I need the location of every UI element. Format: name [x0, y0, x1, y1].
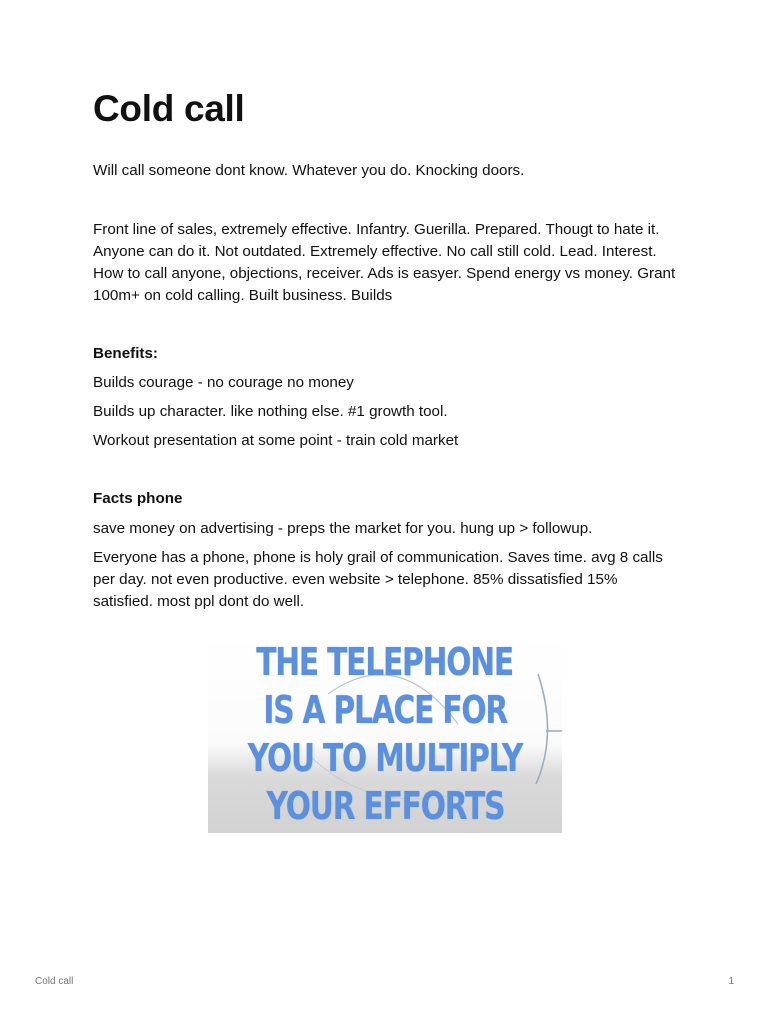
footer-page-number: 1 — [728, 976, 734, 987]
intro-paragraph: Will call someone dont know. Whatever you do. Knocking doors. — [93, 162, 525, 179]
benefit-item: Workout presentation at some point - train cold market — [93, 432, 459, 449]
quote-text-block — [208, 634, 562, 833]
quote-line: YOU TO MULTIPLY — [247, 735, 523, 780]
benefit-item: Builds courage - no courage no money — [93, 374, 354, 391]
facts-phone-heading: Facts phone — [93, 490, 183, 507]
quote-line: THE TELEPHONE — [256, 639, 514, 684]
benefit-item: Builds up character. like nothing else. #1 growth tool. — [93, 403, 448, 420]
quote-line: YOUR EFFORTS — [266, 783, 504, 828]
quote-line: IS A PLACE FOR — [263, 687, 507, 732]
facts-item: save money on advertising - preps the market for you. hung up > followup. — [93, 520, 593, 537]
telephone-quote-image — [208, 634, 562, 833]
page-title: Cold call — [93, 88, 245, 129]
overview-paragraph: Front line of sales, extremely effective. Infantry. Guerilla. Prepared. Thougt to hate it. Anyone can do it. Not outdated. Extremely effective. No call still cold. Lead. Interest. How to call anyone, objections, receiver. Ads is easyer. Spend energy vs money. Grant 100m+ on cold calling. Built business. Builds — [93, 221, 676, 304]
benefits-heading: Benefits: — [93, 345, 158, 362]
footer-document-title: Cold call — [35, 976, 74, 987]
facts-item: Everyone has a phone, phone is holy grail of communication. Saves time. avg 8 calls per day. not even productive. even website > telephone. 85% dissatisfied 15% satisfied. most ppl dont do well. — [93, 549, 663, 610]
